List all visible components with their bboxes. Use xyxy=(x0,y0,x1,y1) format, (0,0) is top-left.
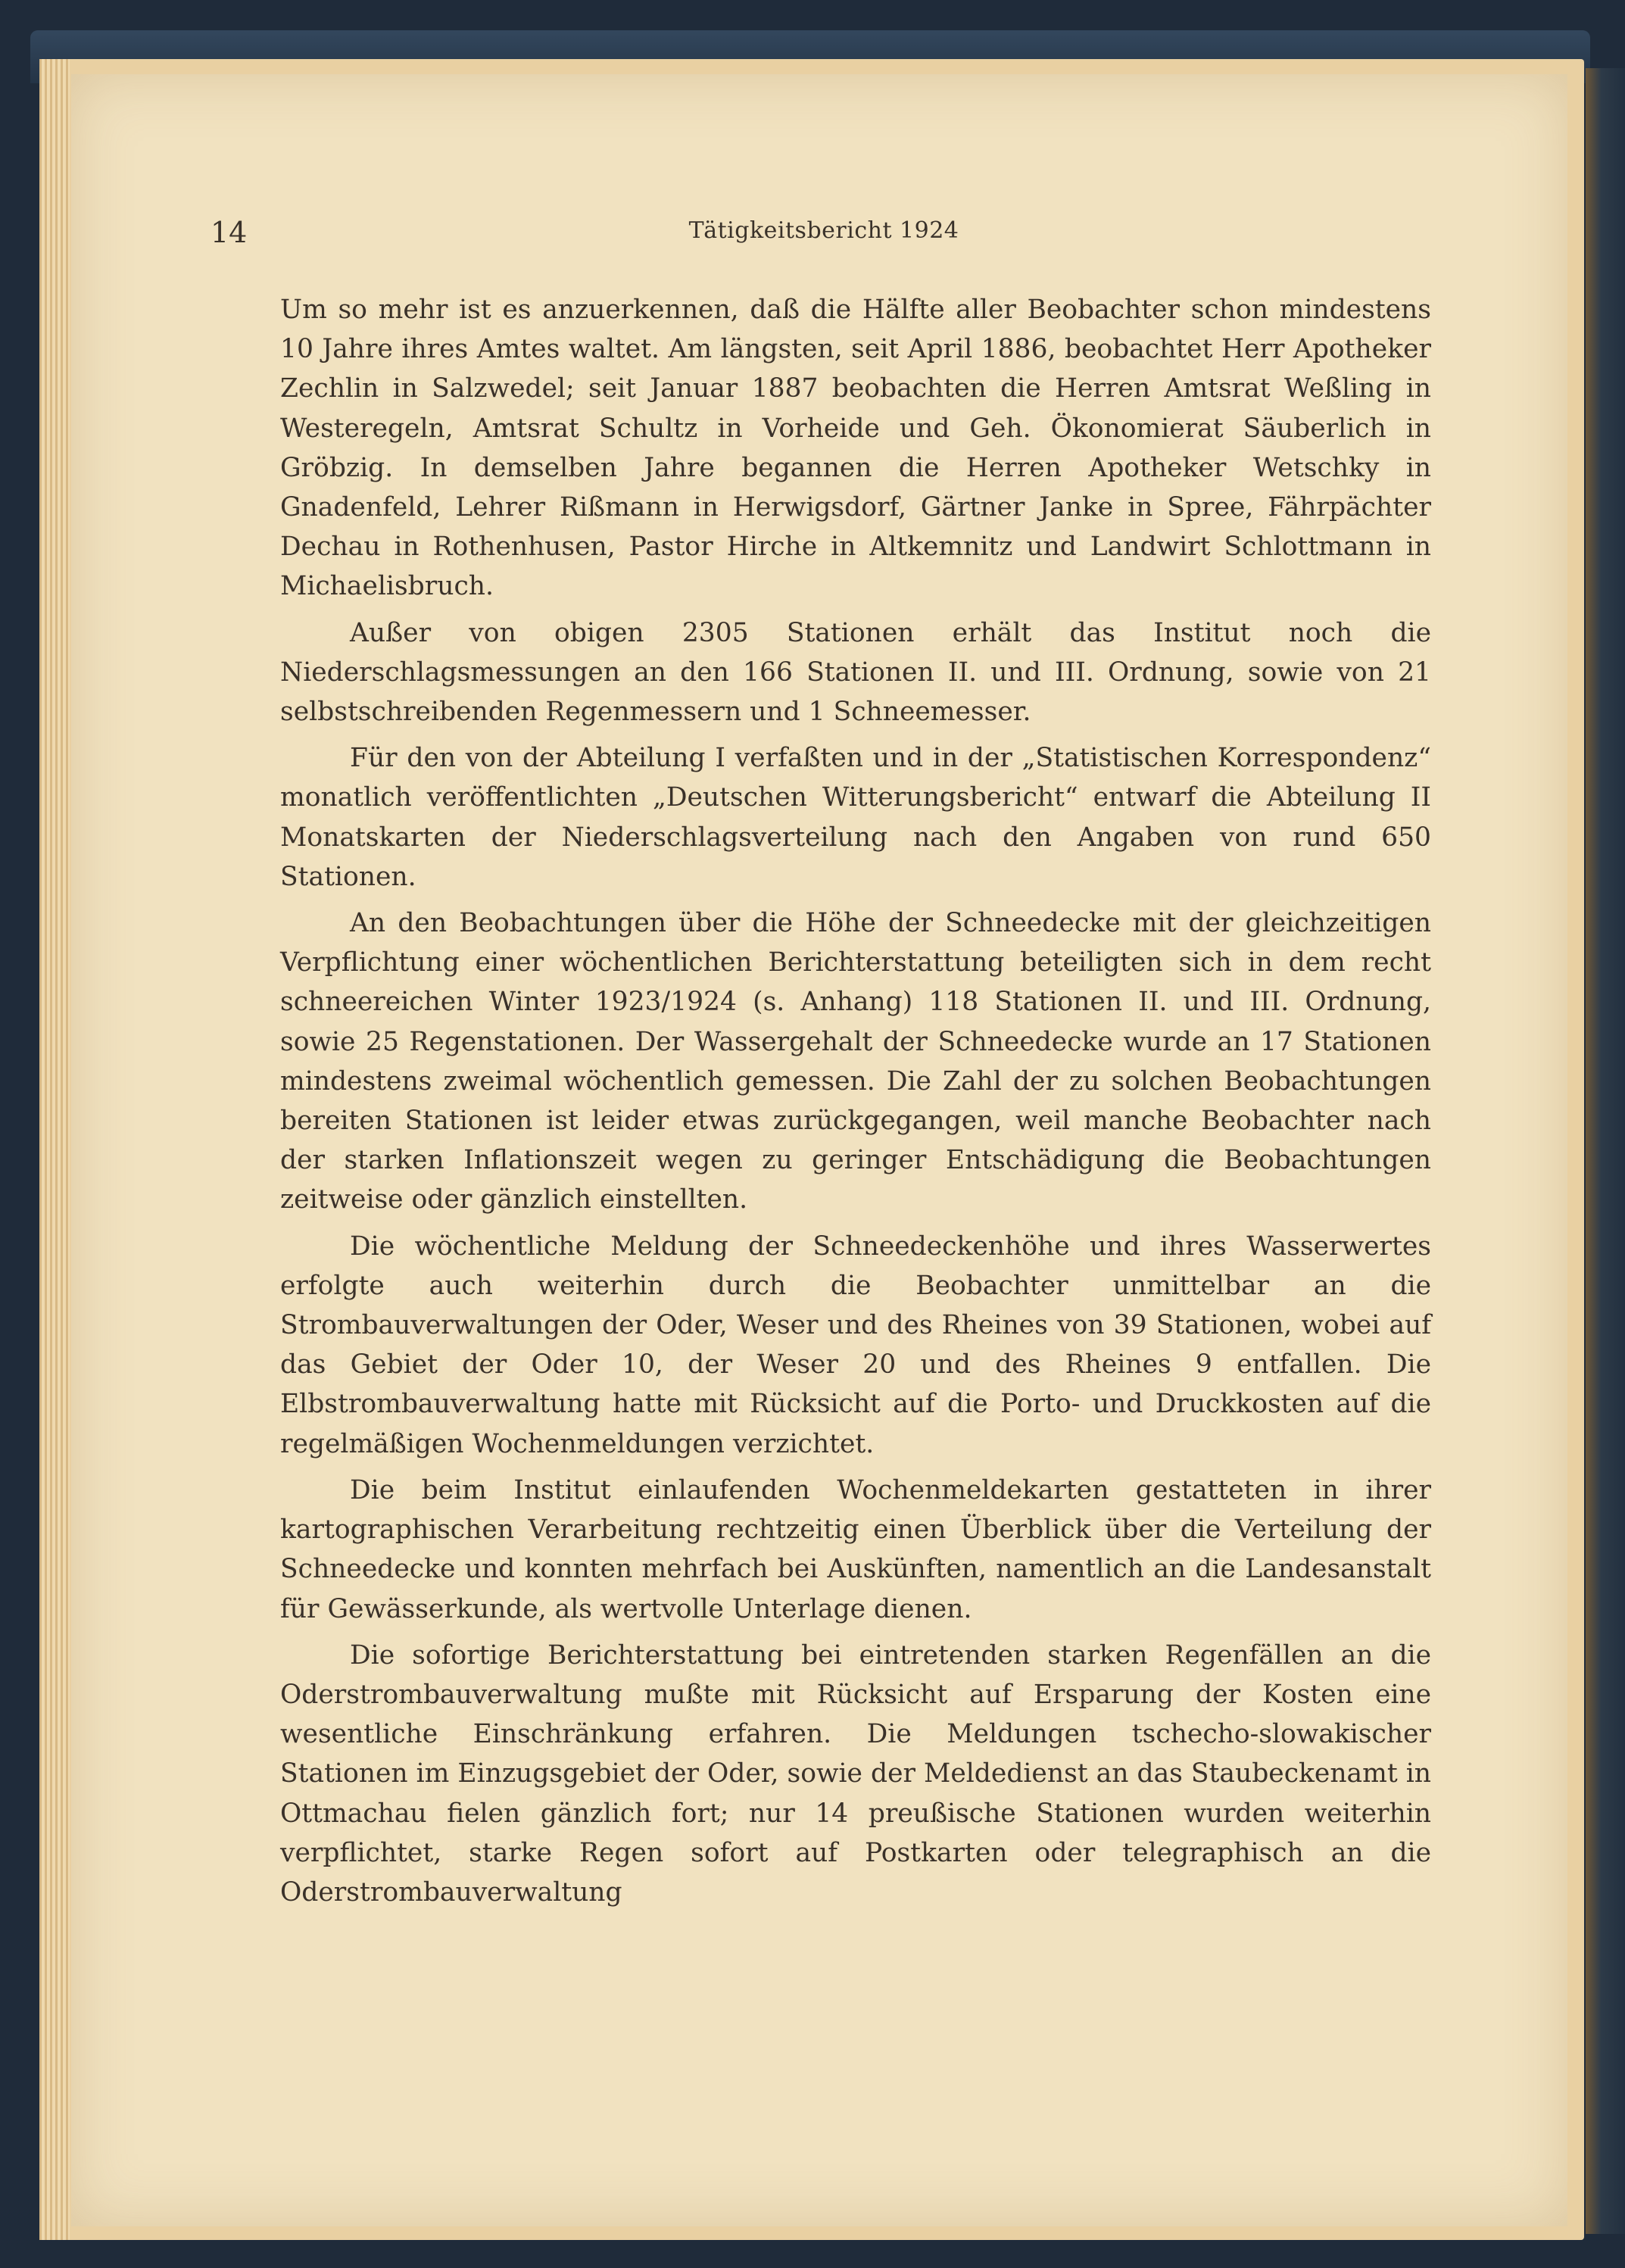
paragraph: Die wöchentliche Meldung der Schneedeckenhöhe und ihres Wasserwertes erfolgte auch weiterhin durch die Beobachter unmittelbar an die Strombauverwaltungen der Oder, Weser und des Rheines von 39 Stationen, wobei auf das Gebiet der Oder 10, der Weser 20 und des Rheines 9 entfallen. Die Elbstrombauverwaltung hatte mit Rücksicht auf die Porto- und Druckkosten auf die regelmäßigen Wochenmeldungen verzichtet. xyxy=(280,1231,1431,1459)
book-cover-right xyxy=(1586,68,1625,2234)
page-number: 14 xyxy=(211,216,248,249)
paragraph: Die sofortige Berichterstattung bei eintretenden starken Regenfällen an die Oderstrombauverwaltung mußte mit Rücksicht auf Ersparung der Kosten eine wesentliche Einschränkung erfahren. Die Meldungen tschecho-slowakischer Stationen im Einzugsgebiet der Oder, sowie der Meldedienst an das Staubeckenamt in Ottmachau fielen gänzlich fort; nur 14 preußische Stationen wurden weiterhin verpflichtet, starke Regen sofort auf Postkarten oder telegraphisch an die Oderstrombauverwaltung xyxy=(280,1639,1431,1908)
paragraph: Für den von der Abteilung I verfaßten und in der „Statistischen Korrespondenz“ monatlich veröffentlichten „Deutschen Witterungsbericht“ entwarf die Abteilung II Monatskarten der Niederschlagsverteilung nach den Angaben von rund 650 Stationen. xyxy=(280,743,1431,892)
paragraph: An den Beobachtungen über die Höhe der Schneedecke mit der gleichzeitigen Verpflichtung einer wöchentlichen Berichterstattung beteiligten sich in dem recht schneereichen Winter 1923/1924 (s. Anhang) 118 Stationen II. und III. Ordnung, sowie 25 Regenstationen. Der Wassergehalt der Schneedecke wurde an 17 Stationen mindestens zweimal wöchentlich gemessen. Die Zahl der zu solchen Beobachtungen bereiten Stationen ist leider etwas zurückgegangen, weil manche Beobachter nach der starken Inflationszeit wegen zu geringer Entschädigung die Beobachtungen zeitweise oder gänzlich einstellten. xyxy=(280,908,1431,1215)
page-header xyxy=(211,216,1437,261)
paragraph: Die beim Institut einlaufenden Wochenmeldekarten gestatteten in ihrer kartographischen Verarbeitung rechtzeitig einen Überblick über die Verteilung der Schneedecke und konnten mehrfach bei Auskünften, namentlich an die Landesanstalt für Gewässerkunde, als wertvolle Unterlage dienen. xyxy=(280,1474,1431,1624)
page-body-text xyxy=(280,290,1431,1919)
paragraph: Um so mehr ist es anzuerkennen, daß die Hälfte aller Beobachter schon mindestens 10 Jahre ihres Amtes waltet. Am längsten, seit April 1886, beobachtet Herr Apotheker Zechlin in Salzwedel; seit Januar 1887 beobachten die Herren Amtsrat Weßling in Westeregeln, Amtsrat Schultz in Vorheide und Geh. Ökonomierat Säuberlich in Gröbzig. In demselben Jahre begannen die Herren Apotheker Wetschky in Gnadenfeld, Lehrer Rißmann in Herwigsdorf, Gärtner Janke in Spree, Fährpächter Dechau in Rothenhusen, Pastor Hirche in Altkemnitz und Landwirt Schlottmann in Michaelisbruch. xyxy=(280,295,1431,602)
running-title: Tätigkeitsbericht 1924 xyxy=(688,217,959,244)
paragraph: Außer von obigen 2305 Stationen erhält das Institut noch die Niederschlagsmessungen an den 166 Stationen II. und III. Ordnung, sowie von 21 selbstschreibenden Regenmessern und 1 Schneemesser. xyxy=(280,617,1431,728)
